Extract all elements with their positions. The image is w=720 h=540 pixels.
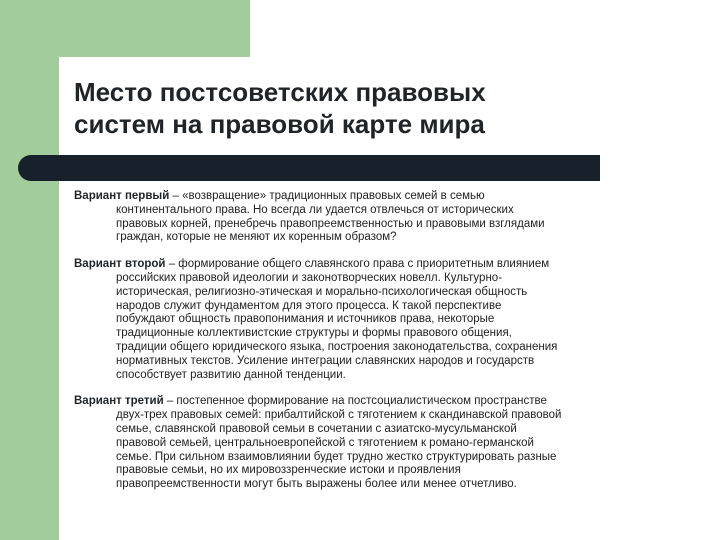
paragraph-line: традиционные коллективистские структуры и формы правового общения, bbox=[116, 327, 512, 340]
paragraph-first-line bbox=[74, 190, 694, 204]
paragraph-line: правопреемственности могут быть выражены более или менее отчетливо. bbox=[116, 478, 517, 491]
paragraph-line: двух-трех правовых семей: прибалтийской с тяготением к скандинавской правовой bbox=[116, 409, 562, 422]
paragraph-line: нормативных текстов. Усиление интеграции славянских народов и государств bbox=[116, 354, 535, 367]
paragraph-line: правовых корней, пренебречь правопреемственностью и правовыми взглядами bbox=[116, 217, 545, 230]
paragraph-line: народов служит фундаментом для этого процесса. К такой перспективе bbox=[116, 299, 502, 312]
paragraph-variant-1 bbox=[74, 190, 694, 245]
paragraph-first-line bbox=[74, 258, 694, 272]
paragraph-line: правовые семьи, но их мировоззренческие истоки и проявления bbox=[116, 464, 461, 477]
slide-title bbox=[74, 76, 634, 140]
paragraph-text: – «возвращение» традиционных правовых семей в семью bbox=[169, 190, 485, 202]
paragraph-line: побуждают общность правопонимания и источников права, некоторые bbox=[116, 313, 495, 326]
paragraph-text: – постепенное формирование на постсоциалистическом пространстве bbox=[163, 395, 547, 408]
paragraph-lead: Вариант второй bbox=[74, 258, 166, 271]
paragraph-line: граждан, которые не меняют их коренным образом? bbox=[116, 231, 397, 244]
paragraph-line: семье. При сильном взаимовлиянии будет трудно жестко структурировать разные bbox=[116, 450, 557, 463]
slide-title-line-1: Место постсоветских правовых bbox=[74, 77, 486, 107]
paragraph-variant-3 bbox=[74, 395, 694, 492]
paragraph-lead: Вариант первый bbox=[74, 190, 170, 202]
paragraph-first-line bbox=[74, 395, 694, 409]
slide-body bbox=[74, 190, 694, 505]
paragraph-text: – формирование общего славянского права с приоритетным влиянием bbox=[165, 258, 550, 271]
paragraph-line: историческая, религиозно-этическая и морально-психологическая общность bbox=[116, 285, 528, 298]
title-divider-bar bbox=[18, 155, 600, 181]
paragraph-lead: Вариант третий bbox=[74, 395, 164, 408]
paragraph-variant-2 bbox=[74, 258, 694, 382]
paragraph-line: семье, славянской правовой семьи в сочетании с азиатско-мусульманской bbox=[116, 422, 517, 435]
paragraph-line: континентального права. Но всегда ли удается отвлечься от исторических bbox=[116, 203, 514, 216]
paragraph-line: способствует развитию данной тенденции. bbox=[116, 368, 346, 381]
paragraph-line: российских правовой идеологии и законотворческих новелл. Культурно- bbox=[116, 271, 503, 284]
slide-title-line-2: систем на правовой карте мира bbox=[74, 109, 485, 139]
paragraph-line: традиции общего юридического языка, построения законодательства, сохранения bbox=[116, 340, 558, 353]
paragraph-line: правовой семьей, центральноевропейской с тяготением к романо-германской bbox=[116, 436, 534, 449]
